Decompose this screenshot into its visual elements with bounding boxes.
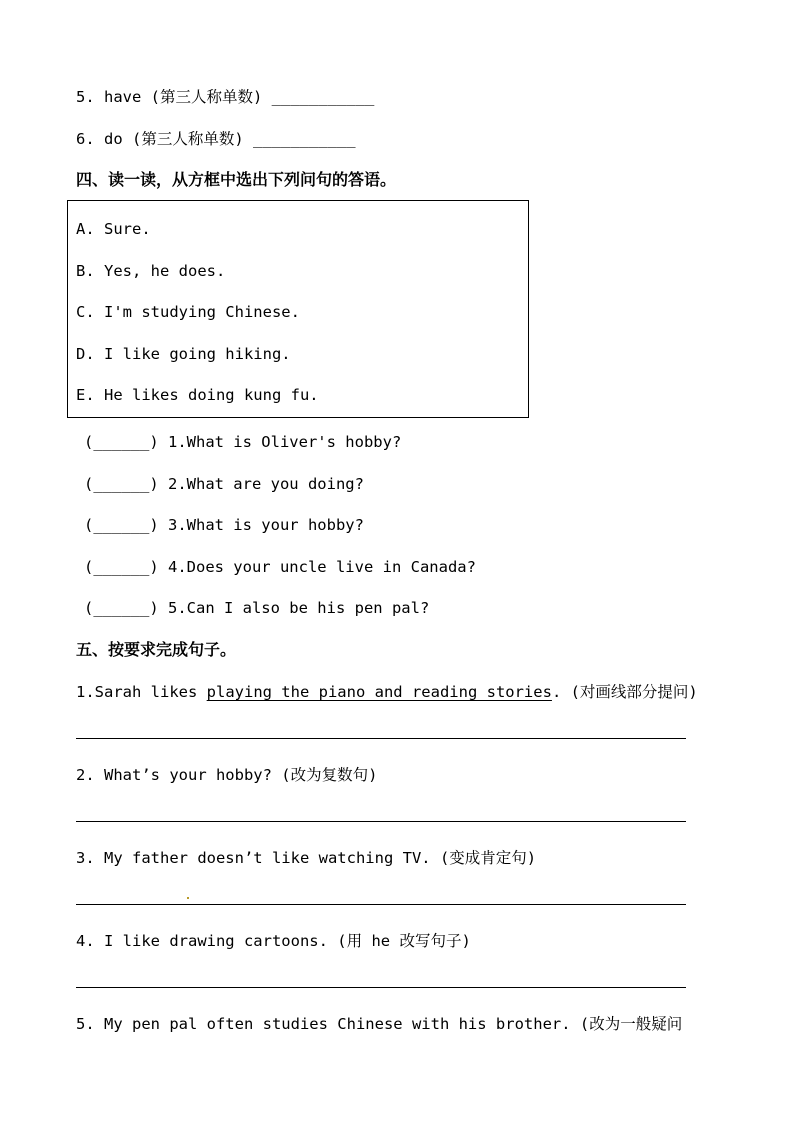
rewrite-question-3: 3. My father doesn’t like watching TV. (变成肯定句) [76, 849, 537, 867]
underlined-phrase: playing the piano and reading stories [206, 683, 552, 701]
rewrite-question-4: 4. I like drawing cartoons. (用 he 改写句子) [76, 932, 471, 950]
question-4: (______) 4.Does your uncle live in Canada? [84, 558, 476, 576]
answer-line-2 [76, 821, 686, 822]
answer-line-3 [76, 904, 686, 905]
question-1: (______) 1.What is Oliver's hobby? [84, 433, 402, 451]
section-4-title: 四、读一读，从方框中选出下列问句的答语。 [76, 170, 397, 189]
exercise-item-6: 6. do (第三人称单数) ___________ [76, 130, 356, 148]
question-2: (______) 2.What are you doing? [84, 475, 364, 493]
option-c: C. I'm studying Chinese. [76, 303, 300, 321]
answer-options-box [67, 200, 529, 418]
exercise-item-5: 5. have (第三人称单数) ___________ [76, 88, 375, 106]
rewrite-question-1 [76, 682, 698, 702]
rewrite-question-2: 2. What’s your hobby? (改为复数句) [76, 766, 378, 784]
section-5-title: 五、按要求完成句子。 [76, 640, 237, 659]
stray-dot [187, 897, 189, 899]
question-5: (______) 5.Can I also be his pen pal? [84, 599, 430, 617]
option-e: E. He likes doing kung fu. [76, 386, 319, 404]
option-d: D. I like going hiking. [76, 345, 291, 363]
answer-line-4 [76, 987, 686, 988]
option-b: B. Yes, he does. [76, 262, 226, 280]
rewrite-question-5: 5. My pen pal often studies Chinese with his brother. (改为一般疑问 [76, 1015, 683, 1033]
rewrite-question-1-suffix: . (对画线部分提问) [551, 683, 698, 701]
question-3: (______) 3.What is your hobby? [84, 516, 364, 534]
option-a: A. Sure. [76, 220, 151, 238]
answer-line-1 [76, 738, 686, 739]
rewrite-question-1-prefix: 1.Sarah likes [76, 683, 207, 701]
